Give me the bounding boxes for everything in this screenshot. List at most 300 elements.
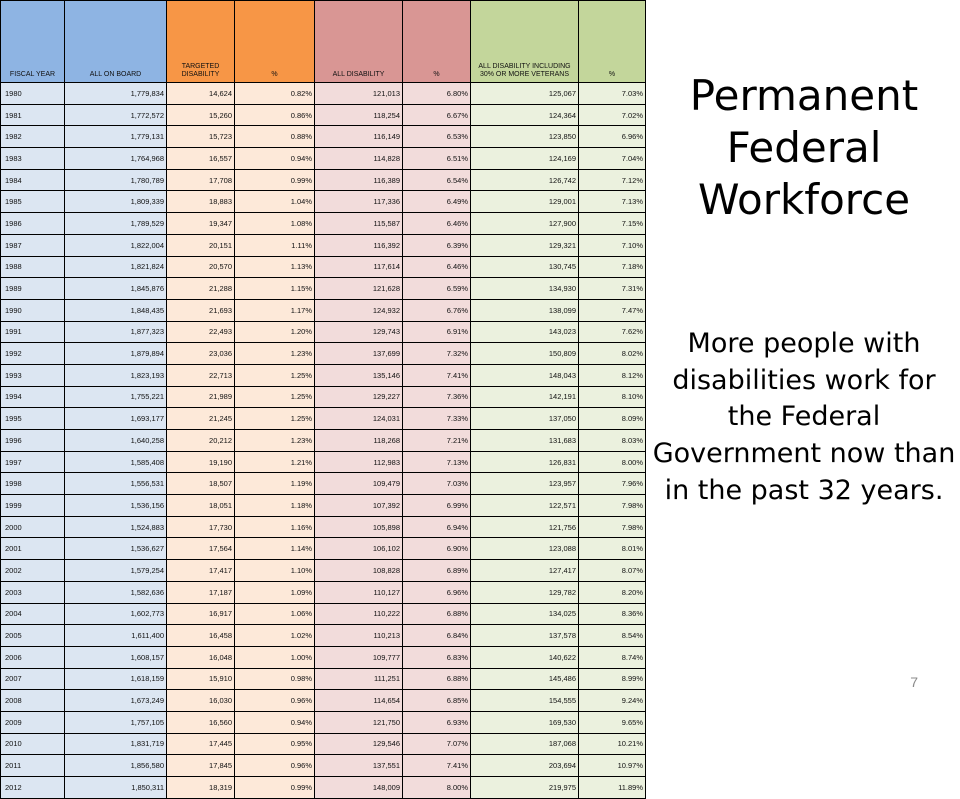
table-cell: 135,146 xyxy=(315,364,403,386)
table-row xyxy=(1,516,646,538)
table-cell: 7.04% xyxy=(579,148,646,170)
table-cell: 6.46% xyxy=(403,256,471,278)
table-cell: 7.03% xyxy=(403,473,471,495)
table-row xyxy=(1,104,646,126)
table-cell: 7.41% xyxy=(403,755,471,777)
table-cell: 6.94% xyxy=(403,516,471,538)
table-cell: 1,822,004 xyxy=(65,234,167,256)
table-cell: 0.95% xyxy=(235,733,315,755)
table-cell: 20,212 xyxy=(167,430,235,452)
table-cell: 123,088 xyxy=(471,538,579,560)
table-cell: 116,392 xyxy=(315,234,403,256)
table-cell: 1,673,249 xyxy=(65,690,167,712)
table-cell: 1,831,719 xyxy=(65,733,167,755)
table-row xyxy=(1,191,646,213)
table-cell: 1996 xyxy=(1,430,65,452)
table-cell: 6.67% xyxy=(403,104,471,126)
table-row xyxy=(1,646,646,668)
table-cell: 17,564 xyxy=(167,538,235,560)
table-cell: 105,898 xyxy=(315,516,403,538)
table-cell: 145,486 xyxy=(471,668,579,690)
table-cell: 124,031 xyxy=(315,408,403,430)
table-cell: 1.13% xyxy=(235,256,315,278)
table-row xyxy=(1,473,646,495)
column-header: ALL DISABILITY xyxy=(315,1,403,83)
table-cell: 1.16% xyxy=(235,516,315,538)
table-row xyxy=(1,777,646,799)
table-cell: 6.54% xyxy=(403,169,471,191)
table-cell: 1991 xyxy=(1,321,65,343)
table-cell: 0.99% xyxy=(235,777,315,799)
table-cell: 121,756 xyxy=(471,516,579,538)
table-cell: 1.25% xyxy=(235,386,315,408)
table-cell: 127,417 xyxy=(471,560,579,582)
table-cell: 8.20% xyxy=(579,581,646,603)
table-cell: 6.96% xyxy=(403,581,471,603)
table-cell: 148,009 xyxy=(315,777,403,799)
column-header: % xyxy=(403,1,471,83)
table-cell: 7.32% xyxy=(403,343,471,365)
table-cell: 21,288 xyxy=(167,278,235,300)
table-cell: 6.88% xyxy=(403,668,471,690)
table-cell: 134,025 xyxy=(471,603,579,625)
table-cell: 1994 xyxy=(1,386,65,408)
table-row xyxy=(1,581,646,603)
table-row xyxy=(1,83,646,105)
table-cell: 18,319 xyxy=(167,777,235,799)
table-row xyxy=(1,408,646,430)
table-cell: 1986 xyxy=(1,213,65,235)
table-cell: 15,723 xyxy=(167,126,235,148)
table-cell: 1,779,131 xyxy=(65,126,167,148)
table-cell: 129,227 xyxy=(315,386,403,408)
table-cell: 1,602,773 xyxy=(65,603,167,625)
table-cell: 1.25% xyxy=(235,408,315,430)
table-cell: 6.85% xyxy=(403,690,471,712)
table-cell: 110,127 xyxy=(315,581,403,603)
table-cell: 17,708 xyxy=(167,169,235,191)
table-cell: 16,560 xyxy=(167,711,235,733)
table-cell: 1.14% xyxy=(235,538,315,560)
table-cell: 2000 xyxy=(1,516,65,538)
table-cell: 1995 xyxy=(1,408,65,430)
table-cell: 114,654 xyxy=(315,690,403,712)
table-cell: 114,828 xyxy=(315,148,403,170)
table-cell: 1,780,789 xyxy=(65,169,167,191)
table-cell: 1,755,221 xyxy=(65,386,167,408)
table-cell: 1,757,105 xyxy=(65,711,167,733)
table-cell: 1997 xyxy=(1,451,65,473)
table-cell: 1,608,157 xyxy=(65,646,167,668)
table-cell: 126,742 xyxy=(471,169,579,191)
table-cell: 6.76% xyxy=(403,299,471,321)
table-cell: 8.07% xyxy=(579,560,646,582)
table-cell: 203,694 xyxy=(471,755,579,777)
table-cell: 1,611,400 xyxy=(65,625,167,647)
table-cell: 2010 xyxy=(1,733,65,755)
table-cell: 16,917 xyxy=(167,603,235,625)
table-row xyxy=(1,668,646,690)
table-cell: 1984 xyxy=(1,169,65,191)
table-cell: 7.15% xyxy=(579,213,646,235)
table-cell: 6.99% xyxy=(403,495,471,517)
table-cell: 169,530 xyxy=(471,711,579,733)
table-cell: 22,713 xyxy=(167,364,235,386)
table-cell: 0.86% xyxy=(235,104,315,126)
table-cell: 108,828 xyxy=(315,560,403,582)
table-cell: 1.10% xyxy=(235,560,315,582)
table-row xyxy=(1,495,646,517)
table-cell: 18,507 xyxy=(167,473,235,495)
table-cell: 1.06% xyxy=(235,603,315,625)
table-row xyxy=(1,603,646,625)
table-cell: 0.99% xyxy=(235,169,315,191)
table-cell: 2005 xyxy=(1,625,65,647)
table-cell: 2008 xyxy=(1,690,65,712)
table-cell: 1,772,572 xyxy=(65,104,167,126)
table-cell: 1,809,339 xyxy=(65,191,167,213)
table-cell: 21,245 xyxy=(167,408,235,430)
table-cell: 0.94% xyxy=(235,148,315,170)
table-row xyxy=(1,430,646,452)
table-cell: 109,777 xyxy=(315,646,403,668)
table-cell: 7.12% xyxy=(579,169,646,191)
table-cell: 1,877,323 xyxy=(65,321,167,343)
column-header: ALL DISABILITY INCLUDING 30% OR MORE VETERANS xyxy=(471,1,579,83)
table-cell: 112,983 xyxy=(315,451,403,473)
table-cell: 7.21% xyxy=(403,430,471,452)
table-cell: 7.96% xyxy=(579,473,646,495)
table-cell: 1,556,531 xyxy=(65,473,167,495)
table-cell: 8.00% xyxy=(579,451,646,473)
table-cell: 1981 xyxy=(1,104,65,126)
table-cell: 7.62% xyxy=(579,321,646,343)
table-cell: 129,001 xyxy=(471,191,579,213)
table-cell: 150,809 xyxy=(471,343,579,365)
table-cell: 8.00% xyxy=(403,777,471,799)
table-cell: 1992 xyxy=(1,343,65,365)
table-cell: 124,364 xyxy=(471,104,579,126)
table-cell: 116,149 xyxy=(315,126,403,148)
table-cell: 117,336 xyxy=(315,191,403,213)
table-cell: 8.36% xyxy=(579,603,646,625)
table-cell: 1993 xyxy=(1,364,65,386)
table-cell: 7.47% xyxy=(579,299,646,321)
table-cell: 121,013 xyxy=(315,83,403,105)
table-cell: 124,932 xyxy=(315,299,403,321)
table-cell: 7.98% xyxy=(579,495,646,517)
table-row xyxy=(1,299,646,321)
table-cell: 1990 xyxy=(1,299,65,321)
table-cell: 10.97% xyxy=(579,755,646,777)
table-row xyxy=(1,256,646,278)
table-cell: 7.98% xyxy=(579,516,646,538)
table-row xyxy=(1,560,646,582)
table-cell: 116,389 xyxy=(315,169,403,191)
table-cell: 17,417 xyxy=(167,560,235,582)
table-body xyxy=(1,83,646,799)
table-cell: 1,579,254 xyxy=(65,560,167,582)
table-cell: 110,213 xyxy=(315,625,403,647)
table-cell: 7.03% xyxy=(579,83,646,105)
table-cell: 17,187 xyxy=(167,581,235,603)
table-cell: 7.31% xyxy=(579,278,646,300)
table-cell: 123,957 xyxy=(471,473,579,495)
slide-subtitle: More people with disabilities work for the Federal Government now than in the past 32 years. xyxy=(652,328,956,506)
table-cell: 7.02% xyxy=(579,104,646,126)
table-cell: 137,699 xyxy=(315,343,403,365)
table-cell: 1.08% xyxy=(235,213,315,235)
table-cell: 1.19% xyxy=(235,473,315,495)
table-cell: 1,640,258 xyxy=(65,430,167,452)
table-cell: 1,879,894 xyxy=(65,343,167,365)
table-cell: 1.04% xyxy=(235,191,315,213)
table-cell: 19,190 xyxy=(167,451,235,473)
table-cell: 129,743 xyxy=(315,321,403,343)
table-cell: 18,051 xyxy=(167,495,235,517)
table-cell: 187,068 xyxy=(471,733,579,755)
table-cell: 11.89% xyxy=(579,777,646,799)
table-cell: 15,910 xyxy=(167,668,235,690)
table-row xyxy=(1,126,646,148)
table-row xyxy=(1,278,646,300)
table-cell: 1,848,435 xyxy=(65,299,167,321)
table-cell: 8.74% xyxy=(579,646,646,668)
table-cell: 1,856,580 xyxy=(65,755,167,777)
table-cell: 110,222 xyxy=(315,603,403,625)
table-cell: 9.65% xyxy=(579,711,646,733)
slide-title: Permanent Federal Workforce xyxy=(689,71,919,225)
table-row xyxy=(1,169,646,191)
table-cell: 17,445 xyxy=(167,733,235,755)
table-cell: 1,764,968 xyxy=(65,148,167,170)
table-cell: 134,930 xyxy=(471,278,579,300)
table-cell: 8.01% xyxy=(579,538,646,560)
table-cell: 1988 xyxy=(1,256,65,278)
table-row xyxy=(1,755,646,777)
table-cell: 1.02% xyxy=(235,625,315,647)
table-cell: 6.91% xyxy=(403,321,471,343)
table-cell: 2004 xyxy=(1,603,65,625)
table-cell: 129,546 xyxy=(315,733,403,755)
table-cell: 1.09% xyxy=(235,581,315,603)
table-cell: 0.82% xyxy=(235,83,315,105)
table-row xyxy=(1,364,646,386)
table-cell: 1985 xyxy=(1,191,65,213)
table-cell: 6.89% xyxy=(403,560,471,582)
table-cell: 7.41% xyxy=(403,364,471,386)
table-cell: 6.83% xyxy=(403,646,471,668)
column-header: % xyxy=(579,1,646,83)
table-cell: 115,587 xyxy=(315,213,403,235)
table-cell: 142,191 xyxy=(471,386,579,408)
table-cell: 1983 xyxy=(1,148,65,170)
table-cell: 6.53% xyxy=(403,126,471,148)
table-cell: 8.03% xyxy=(579,430,646,452)
table-cell: 2012 xyxy=(1,777,65,799)
table-cell: 124,169 xyxy=(471,148,579,170)
table-cell: 140,622 xyxy=(471,646,579,668)
table-cell: 138,099 xyxy=(471,299,579,321)
table-row xyxy=(1,234,646,256)
table-row xyxy=(1,690,646,712)
page-number: 7 xyxy=(910,674,918,690)
table-cell: 8.54% xyxy=(579,625,646,647)
table-cell: 121,750 xyxy=(315,711,403,733)
table-cell: 1,618,159 xyxy=(65,668,167,690)
table-cell: 17,845 xyxy=(167,755,235,777)
table-row xyxy=(1,213,646,235)
table-cell: 2011 xyxy=(1,755,65,777)
table-cell: 1.23% xyxy=(235,430,315,452)
table-cell: 137,578 xyxy=(471,625,579,647)
table-row xyxy=(1,386,646,408)
table-cell: 1,850,311 xyxy=(65,777,167,799)
table-cell: 16,557 xyxy=(167,148,235,170)
table-cell: 123,850 xyxy=(471,126,579,148)
table-cell: 7.13% xyxy=(579,191,646,213)
table-row xyxy=(1,451,646,473)
table-cell: 1,823,193 xyxy=(65,364,167,386)
table-cell: 2009 xyxy=(1,711,65,733)
table-cell: 2002 xyxy=(1,560,65,582)
table-row xyxy=(1,321,646,343)
table-cell: 0.96% xyxy=(235,690,315,712)
table-cell: 16,048 xyxy=(167,646,235,668)
table-row xyxy=(1,733,646,755)
table-cell: 117,614 xyxy=(315,256,403,278)
table-cell: 1.23% xyxy=(235,343,315,365)
table-cell: 8.99% xyxy=(579,668,646,690)
table-cell: 118,268 xyxy=(315,430,403,452)
table-cell: 129,782 xyxy=(471,581,579,603)
table-cell: 21,989 xyxy=(167,386,235,408)
table-cell: 1,536,156 xyxy=(65,495,167,517)
table-cell: 7.33% xyxy=(403,408,471,430)
table-cell: 8.09% xyxy=(579,408,646,430)
table-cell: 1989 xyxy=(1,278,65,300)
table-cell: 14,624 xyxy=(167,83,235,105)
table-cell: 6.46% xyxy=(403,213,471,235)
table-cell: 129,321 xyxy=(471,234,579,256)
table-cell: 6.88% xyxy=(403,603,471,625)
table-cell: 1,536,627 xyxy=(65,538,167,560)
table-cell: 6.90% xyxy=(403,538,471,560)
table-row xyxy=(1,538,646,560)
table-cell: 1,582,636 xyxy=(65,581,167,603)
table-cell: 20,151 xyxy=(167,234,235,256)
table-cell: 6.49% xyxy=(403,191,471,213)
table-cell: 2001 xyxy=(1,538,65,560)
table-cell: 154,555 xyxy=(471,690,579,712)
table-cell: 6.39% xyxy=(403,234,471,256)
table-cell: 6.80% xyxy=(403,83,471,105)
table-cell: 1,524,883 xyxy=(65,516,167,538)
table-cell: 219,975 xyxy=(471,777,579,799)
table-cell: 1,821,824 xyxy=(65,256,167,278)
table-cell: 23,036 xyxy=(167,343,235,365)
table-cell: 1.18% xyxy=(235,495,315,517)
column-header: TARGETED DISABILITY xyxy=(167,1,235,83)
table-cell: 8.10% xyxy=(579,386,646,408)
table-cell: 15,260 xyxy=(167,104,235,126)
table-cell: 1.17% xyxy=(235,299,315,321)
table-cell: 21,693 xyxy=(167,299,235,321)
table-cell: 8.02% xyxy=(579,343,646,365)
table-cell: 1.21% xyxy=(235,451,315,473)
table-cell: 1,779,834 xyxy=(65,83,167,105)
column-header: ALL ON BOARD xyxy=(65,1,167,83)
table-cell: 1998 xyxy=(1,473,65,495)
column-header: FISCAL YEAR xyxy=(1,1,65,83)
table-cell: 2007 xyxy=(1,668,65,690)
table-cell: 1.11% xyxy=(235,234,315,256)
table-cell: 1,845,876 xyxy=(65,278,167,300)
table-cell: 1.00% xyxy=(235,646,315,668)
table-cell: 16,458 xyxy=(167,625,235,647)
table-cell: 1980 xyxy=(1,83,65,105)
table-row xyxy=(1,148,646,170)
table-row xyxy=(1,711,646,733)
table-cell: 126,831 xyxy=(471,451,579,473)
table-cell: 6.84% xyxy=(403,625,471,647)
table-cell: 107,392 xyxy=(315,495,403,517)
table-cell: 6.93% xyxy=(403,711,471,733)
column-header: % xyxy=(235,1,315,83)
table-cell: 0.94% xyxy=(235,711,315,733)
table-cell: 137,050 xyxy=(471,408,579,430)
table-cell: 148,043 xyxy=(471,364,579,386)
table-row xyxy=(1,625,646,647)
table-cell: 17,730 xyxy=(167,516,235,538)
table-cell: 18,883 xyxy=(167,191,235,213)
table-cell: 0.98% xyxy=(235,668,315,690)
table-cell: 137,551 xyxy=(315,755,403,777)
table-cell: 109,479 xyxy=(315,473,403,495)
table-cell: 7.10% xyxy=(579,234,646,256)
table-cell: 7.07% xyxy=(403,733,471,755)
table-cell: 121,628 xyxy=(315,278,403,300)
table-cell: 1.15% xyxy=(235,278,315,300)
table-cell: 6.96% xyxy=(579,126,646,148)
table-cell: 143,023 xyxy=(471,321,579,343)
table-cell: 118,254 xyxy=(315,104,403,126)
table-header-row xyxy=(1,1,646,83)
table-cell: 7.36% xyxy=(403,386,471,408)
table-cell: 1.20% xyxy=(235,321,315,343)
table-cell: 127,900 xyxy=(471,213,579,235)
table-cell: 131,683 xyxy=(471,430,579,452)
table-cell: 1.25% xyxy=(235,364,315,386)
table-cell: 1,693,177 xyxy=(65,408,167,430)
table-cell: 7.18% xyxy=(579,256,646,278)
table-cell: 1,585,408 xyxy=(65,451,167,473)
table-cell: 0.88% xyxy=(235,126,315,148)
table-cell: 2006 xyxy=(1,646,65,668)
table-cell: 16,030 xyxy=(167,690,235,712)
table-cell: 0.96% xyxy=(235,755,315,777)
table-cell: 1987 xyxy=(1,234,65,256)
table-cell: 111,251 xyxy=(315,668,403,690)
table-cell: 1,789,529 xyxy=(65,213,167,235)
table-cell: 130,745 xyxy=(471,256,579,278)
table-row xyxy=(1,343,646,365)
table-cell: 7.13% xyxy=(403,451,471,473)
table-cell: 6.51% xyxy=(403,148,471,170)
table-cell: 20,570 xyxy=(167,256,235,278)
table-cell: 10.21% xyxy=(579,733,646,755)
table-cell: 2003 xyxy=(1,581,65,603)
